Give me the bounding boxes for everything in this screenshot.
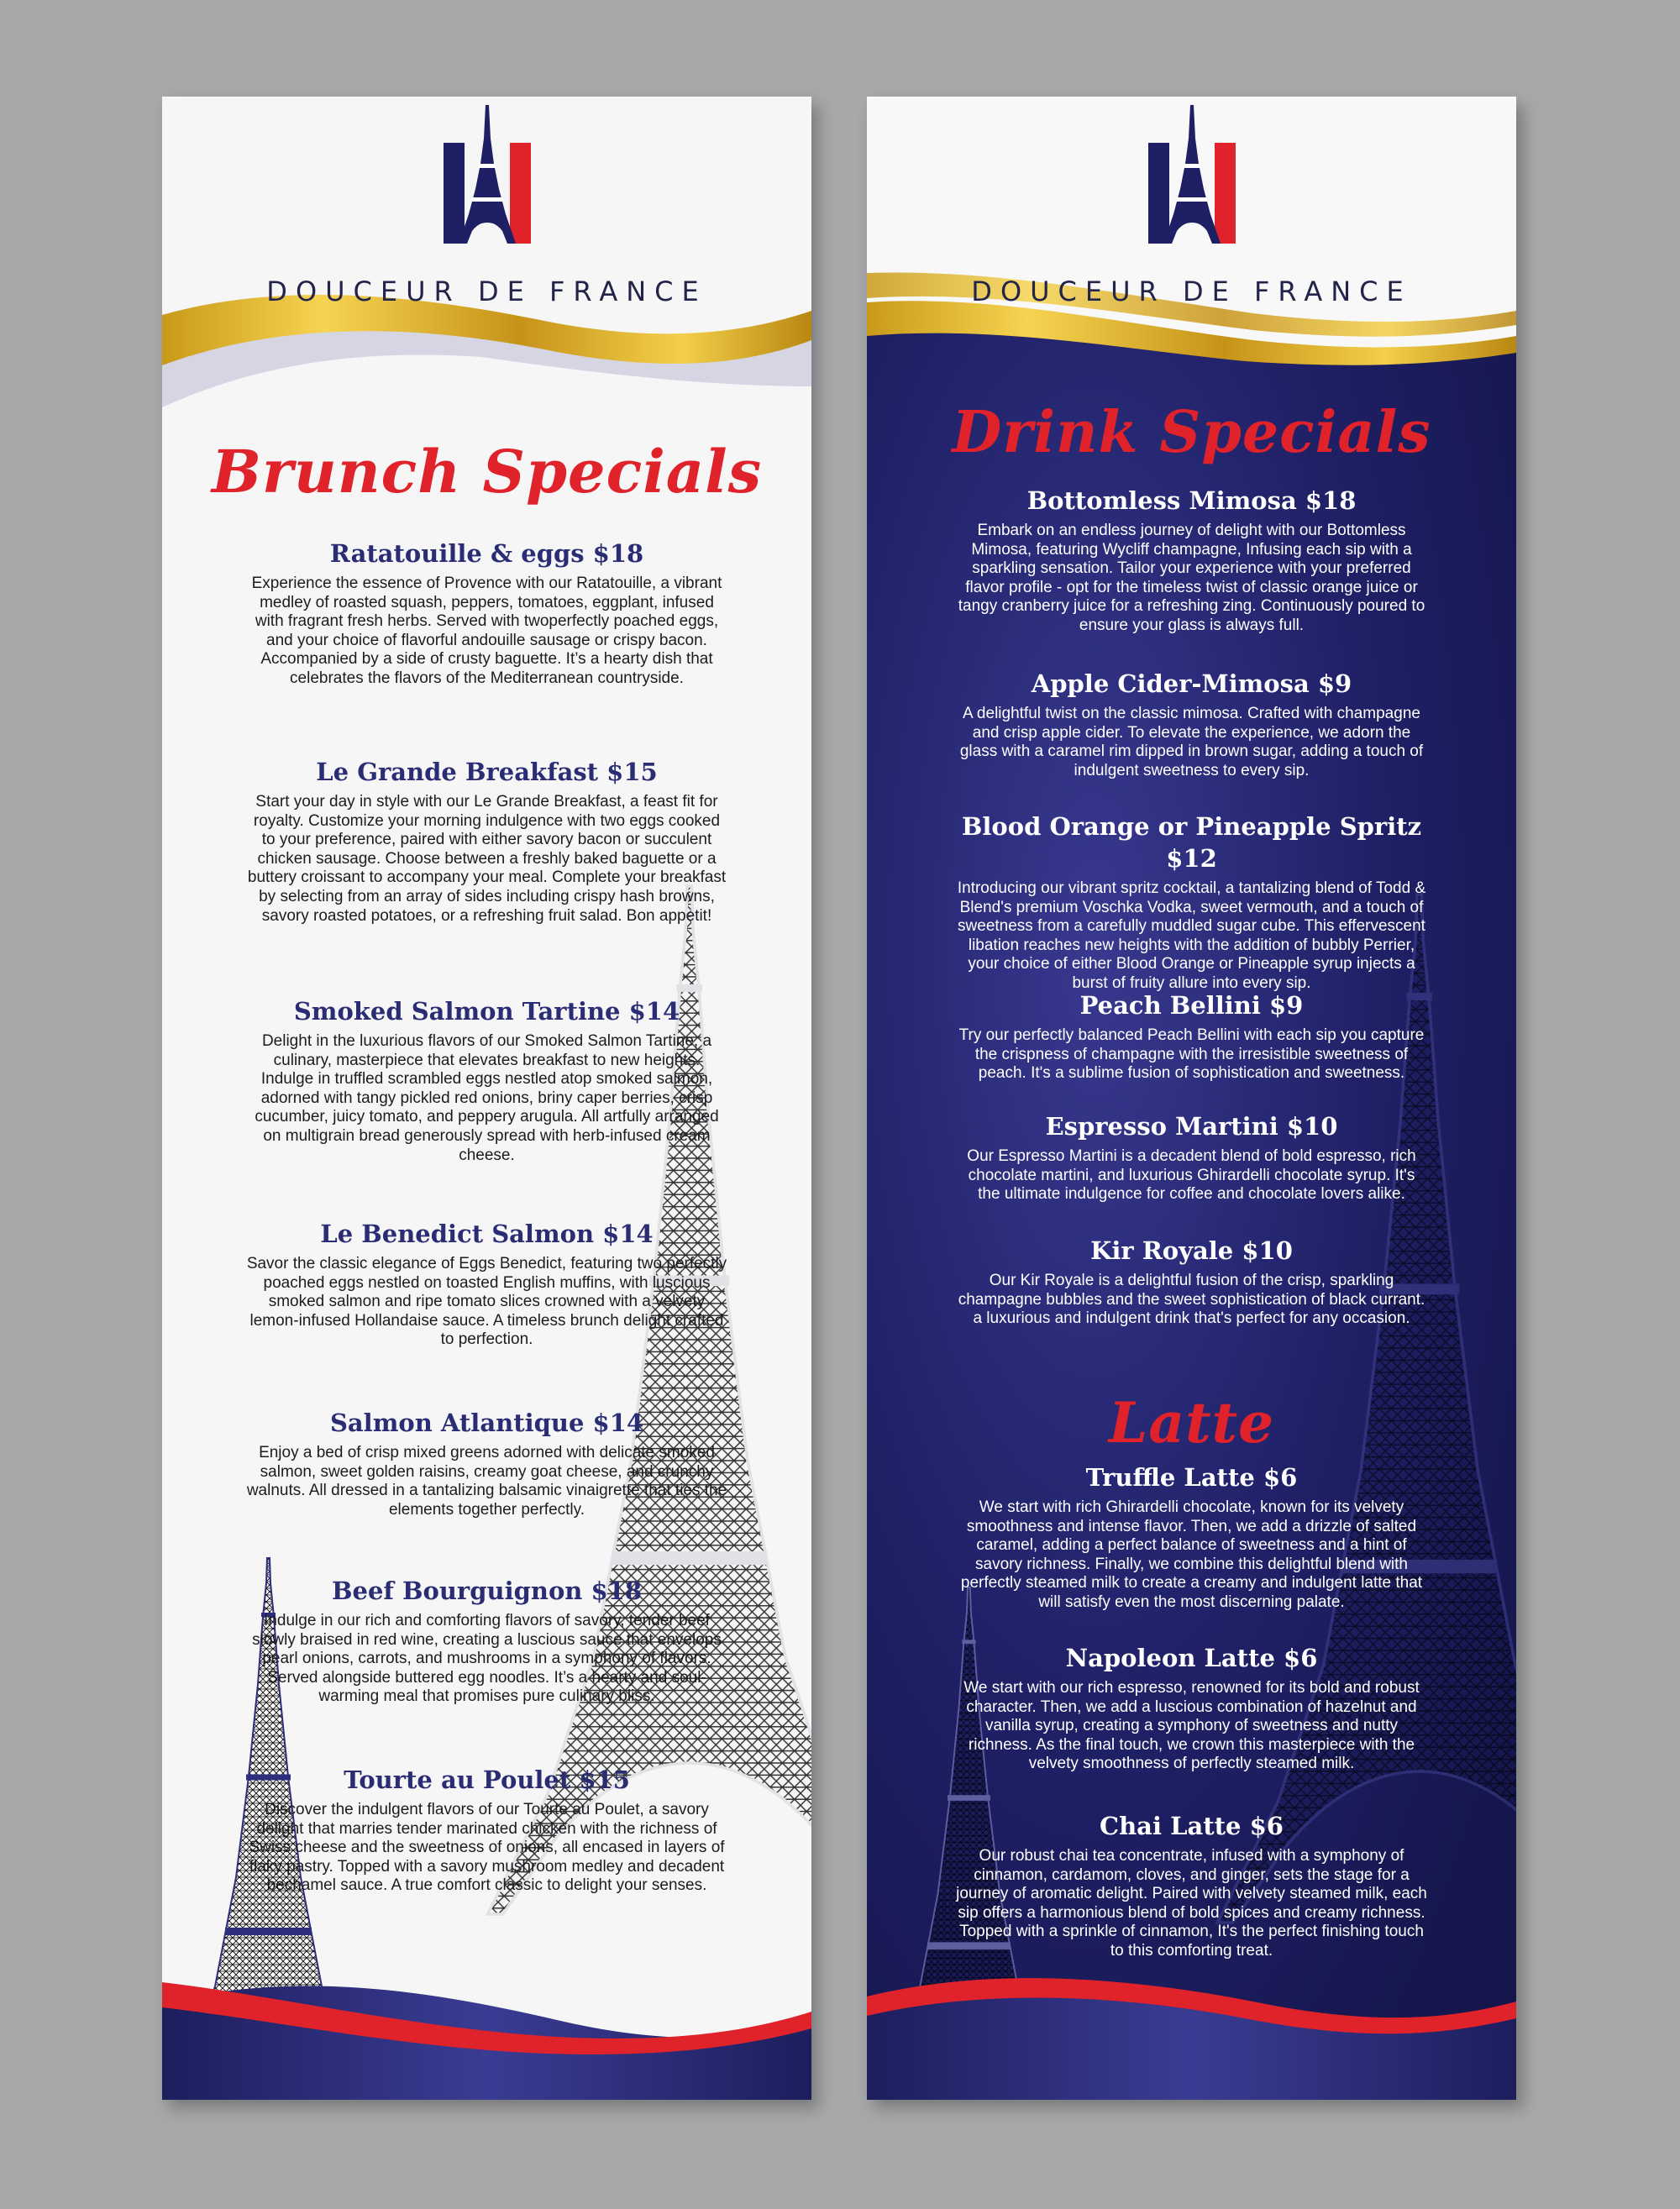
item-name: Napoleon Latte $6 <box>1065 1644 1318 1672</box>
item-description: Discover the indulgent flavors of our Tourte au Poulet, a savory delight that marries tender marinated chicken with the richness of Swiss cheese and the sweetness of onions, all encased in layers of flaky pastry. Topped with a savory mushroom medley and decadent bechamel sauce. A true comfort classic to delight your senses. <box>249 1801 725 1895</box>
item-description: Try our perfectly balanced Peach Bellini with each sip you capture the crispness of champagne with the irresistible sweetness of peach. It's a sublime fusion of sophistication and sweetness. <box>958 1026 1425 1083</box>
item-description: Introducing our vibrant spritz cocktail, a tantalizing blend of Todd & Blend's premium Voschka Vodka, sweet vermouth, and a touch of sweetness from a carefully muddled sugar cube. This effervescent libation reaches new heights with the addition of bubbly Perrier, your choice of either Blood Orange or Pineapple syrup injects a burst of fruity allure into every sip. <box>957 879 1426 992</box>
item-name: Chai Latte $6 <box>1100 1812 1284 1840</box>
item-description: Savor the classic elegance of Eggs Benedict, featuring two perfectly poached eggs nestled on toasted English muffins, with luscious smoked salmon and ripe tomato slices crowned with a velvety lemon-infused Hollandaise sauce. A timeless brunch delight crafted to perfection. <box>246 1255 727 1349</box>
menu-item <box>955 668 1428 780</box>
brand-name: DOUCEUR DE FRANCE <box>971 275 1412 307</box>
eiffel-tower-flag-icon <box>444 105 531 260</box>
item-description: Experience the essence of Provence with our Ratatouille, a vibrant medley of roasted squash, peppers, tomatoes, eggplant, infused with fragrant fresh herbs. Served with twoperfectly poached eggs, and your choice of flavorful andouille sausage or crispy bacon. Accompanied by a side of crusty baguette. It’s a hearty dish that celebrates the flavors of the Mediterranean countryside. <box>251 575 722 687</box>
brand-name: DOUCEUR DE FRANCE <box>266 275 707 307</box>
drink-background <box>867 97 1516 2100</box>
menu-item <box>246 1407 727 1519</box>
eiffel-tower-flag-icon <box>1148 105 1236 260</box>
menu-item <box>955 1235 1428 1329</box>
item-name: Kir Royale $10 <box>1090 1236 1293 1265</box>
item-description: We start with our rich espresso, renowned for its bold and robust character. Then, we add a luscious combination of hazelnut and vanilla syrup, creating a symphony of sweetness and nutty richness. As the final touch, we crown this masterpiece with the velvety smoothness of perfectly steamed milk. <box>963 1679 1420 1773</box>
menu-item <box>246 1764 727 1896</box>
menu-item <box>955 1810 1428 1961</box>
menu-item <box>955 1110 1428 1204</box>
menu-item <box>955 1642 1428 1774</box>
item-name: Le Benedict Salmon $14 <box>320 1220 654 1248</box>
item-description: Our Espresso Martini is a decadent blend of bold espresso, rich chocolate martini, and luxurious Ghirardelli chocolate syrup. It's the ultimate indulgence for coffee and chocolate lovers alike. <box>967 1147 1416 1204</box>
menu-item <box>955 485 1428 636</box>
item-name: Truffle Latte $6 <box>1085 1463 1298 1492</box>
item-name: Beef Bourguignon $18 <box>332 1577 642 1605</box>
item-description: Enjoy a bed of crisp mixed greens adorned with delicate smoked salmon, sweet golden raisins, creamy goat cheese, and crunchy walnuts. All dressed in a tantalizing balsamic vinaigrette that ties the elements together perfectly. <box>246 1444 727 1519</box>
item-name: Bottomless Mimosa $18 <box>1026 486 1357 515</box>
item-name: Espresso Martini $10 <box>1045 1112 1338 1141</box>
drink-specials-title: Drink Specials <box>952 399 1431 466</box>
brunch-specials-title: Brunch Specials <box>211 437 763 506</box>
item-description: Start your day in style with our Le Grande Breakfast, a feast fit for royalty. Customize your morning indulgence with two eggs cooked to your preference, paired with either savory bacon or succulent chicken sausage. Choose between a freshly baked baguette or a buttery croissant to accompany your meal. Complete your breakfast by selecting from an array of sides including crispy hash browns, savory roasted potatoes, or a refreshing fruit salad. Bon appetit! <box>247 793 727 925</box>
item-description: Embark on an endless journey of delight with our Bottomless Mimosa, featuring Wycliff champagne, Infusing each sip with a sparkling sensation. Tailor your experience with your preferred flavor profile - opt for the timeless twist of classic orange juice or tangy cranberry juice for a refreshing zing. Continuously poured to ensure your glass is always full. <box>958 522 1425 634</box>
drink-menu-panel <box>867 97 1516 2100</box>
menu-item <box>955 811 1428 994</box>
item-name: Peach Bellini $9 <box>1079 991 1304 1020</box>
menu-item <box>955 989 1428 1084</box>
brunch-menu-panel <box>162 97 811 2100</box>
menu-item <box>246 538 727 689</box>
menu-item <box>955 1461 1428 1613</box>
latte-title: Latte <box>1108 1390 1275 1456</box>
item-description: Our Kir Royale is a delightful fusion of the crisp, sparkling champagne bubbles and the sweet sophistication of black currant. a luxurious and indulgent drink that's perfect for any occasion. <box>958 1272 1425 1328</box>
item-description: A delightful twist on the classic mimosa. Crafted with champagne and crisp apple cider. To elevate the experience, we adorn the glass with a caramel rim dipped in brown sugar, adding a touch of indulgent sweetness to every sip. <box>959 705 1424 779</box>
menu-item <box>246 995 727 1165</box>
item-name: Ratatouille & eggs $18 <box>329 539 644 568</box>
menu-item <box>246 1218 727 1350</box>
item-name: Tourte au Poulet $15 <box>344 1766 630 1794</box>
item-name: Le Grande Breakfast $15 <box>316 758 658 786</box>
item-description: Indulge in our rich and comforting flavors of savory, tender beef slowly braised in red wine, creating a luscious sauce that envelops pearl onions, carrots, and mushrooms in a symphony of flavors. Served alongside buttered egg noodles. It’s a hearty and soul-warming meal that promises pure culinary bliss. <box>252 1612 722 1706</box>
item-description: We start with rich Ghirardelli chocolate, known for its velvety smoothness and intense flavor. Then, we add a drizzle of salted caramel, adding a perfect balance of sweetness and a hint of savory richness. Finally, we combine this delightful blend with perfectly steamed milk to create a creamy and indulgent latte that will satisfy even the most discerning palate. <box>960 1498 1423 1611</box>
item-name: Smoked Salmon Tartine $14 <box>293 997 680 1026</box>
menu-item <box>246 1575 727 1707</box>
item-description: Delight in the luxurious flavors of our Smoked Salmon Tartine, a culinary, masterpiece that elevates breakfast to new heights. Indulge in truffled scrambled eggs nestled atop smoked salmon, adorned with tangy pickled red onions, briny caper berries, crisp cucumber, juicy tomato, and peppery arugula. All artfully arranged on multigrain bread generously spread with herb-infused cream cheese. <box>255 1032 719 1164</box>
item-description: Our robust chai tea concentrate, infused with a symphony of cinnamon, cardamom, cloves, and ginger, sets the stage for a journey of aromatic delight. Paired with velvety steamed milk, each sip offers a harmonious blend of bold spices and creamy richness. Topped with a sprinkle of cinnamon, It's the perfect finishing touch to this comforting treat. <box>956 1847 1427 1960</box>
item-name: Apple Cider-Mimosa $9 <box>1031 669 1352 698</box>
menu-item <box>246 756 727 926</box>
item-name: Blood Orange or Pineapple Spritz $12 <box>961 812 1422 873</box>
item-name: Salmon Atlantique $14 <box>329 1409 644 1437</box>
